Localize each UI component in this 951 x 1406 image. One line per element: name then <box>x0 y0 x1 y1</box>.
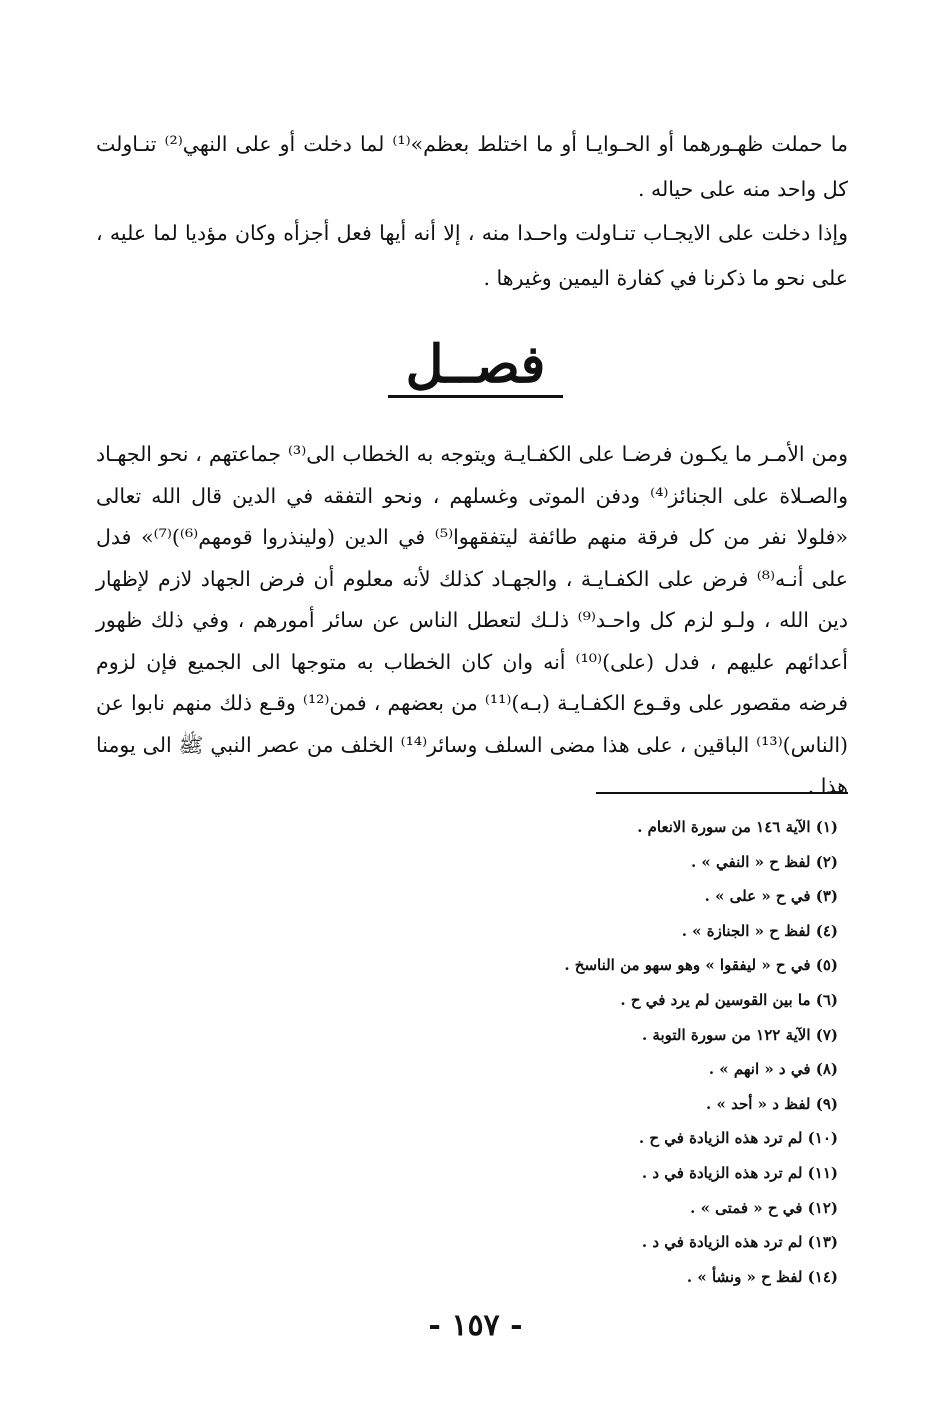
footnote-item: (١١) لم ترد هذه الزيادة في د . <box>641 1163 838 1182</box>
section-heading <box>0 330 951 400</box>
footnote-item: (٩) لفظ د « أحد » . <box>706 1094 838 1113</box>
footnote-item: (١٢) في ح « فمتى » . <box>690 1198 838 1217</box>
footnote-item: (١) الآية ١٤٦ من سورة الانعام . <box>637 818 838 836</box>
intro-paragraph-1: ما حملت ظهـورهما أو الحـوايـا أو ما اختلط بعظم»⁽¹⁾ لما دخلت أو على النهي⁽²⁾ تنـاولت كل واحد منه على حياله . <box>96 132 848 201</box>
intro-text <box>96 122 848 300</box>
footnote-item: (١٠) لم ترد هذه الزيادة في ح . <box>638 1129 838 1148</box>
footnote-item: (١٤) لفظ ح « ونشأ » . <box>686 1267 838 1286</box>
footnote-item: (٦) ما بين القوسين لم يرد في ح . <box>620 990 838 1009</box>
section-heading-text: فصــل <box>388 334 564 398</box>
footnote-item: (٢) لفظ ح « النفي » . <box>690 852 838 871</box>
footnote-item: (١٣) لم ترد هذه الزيادة في د . <box>641 1233 838 1252</box>
footnote-item: (٥) في ح « ليفقوا » وهو سهو من الناسخ . <box>564 956 838 975</box>
section-paragraph-1: ومن الأمـر ما يكـون فرضـا على الكفـايـة ويتوجه به الخطاب الى⁽³⁾ جماعتهم ، نحو الجهـاد والصـلاة على الجنائز⁽⁴⁾ ودفن الموتى وغسلهم ، ونحو التفقه في الدين قال الله تعالى «فلولا نفر من كل فرقة منهم طائفة ليتفقهوا⁽⁵⁾ في الدين (ولينذروا قومهم⁽⁶⁾)⁽⁷⁾» فدل على أنـه⁽⁸⁾ فرض على الكفـايـة ، والجهـاد كذلك لأنه معلوم أن فرض الجهاد لازم لإظهار دين الله ، ولـو لزم كل واحـد⁽⁹⁾ ذلـك لتعطل الناس عن سائر أمورهم ، وفي ذلك ظهور أعدائهم عليهم ، فدل (على)⁽¹⁰⁾ أنه وان كان الخطاب به متوجها الى الجميع فإن لزوم فرضه مقصور على وقـوع الكفـايـة (بـه)⁽¹¹⁾ من بعضهم ، فمن⁽¹²⁾ وقـع ذلك منهم نابوا عن (الناس)⁽¹³⁾ الباقين ، على هذا مضى السلف وسائر⁽¹⁴⁾ الخلف من عصر النبي ﷺ الى يومنا هذا . <box>96 442 849 798</box>
footnote-item: (٣) في ح « على » . <box>704 887 838 906</box>
page-number: - ١٥٧ - <box>428 1308 523 1343</box>
footnote-list <box>440 810 838 1294</box>
footnote-divider <box>596 792 848 794</box>
footnote-item: (٧) الآية ١٢٢ من سورة التوبة . <box>641 1025 838 1044</box>
intro-paragraph-2: وإذا دخلت على الايجـاب تنـاولت واحـدا منه ، إلا أنه أيها فعل أجزأه وكان مؤديا لما عليه ، على نحو ما ذكرنا في كفارة اليمين وغيرها . <box>96 221 848 290</box>
footnote-item: (٨) في د « انهم » . <box>708 1060 838 1079</box>
footnote-item: (٤) لفظ ح « الجنازة » . <box>681 921 838 940</box>
section-body <box>96 434 848 808</box>
